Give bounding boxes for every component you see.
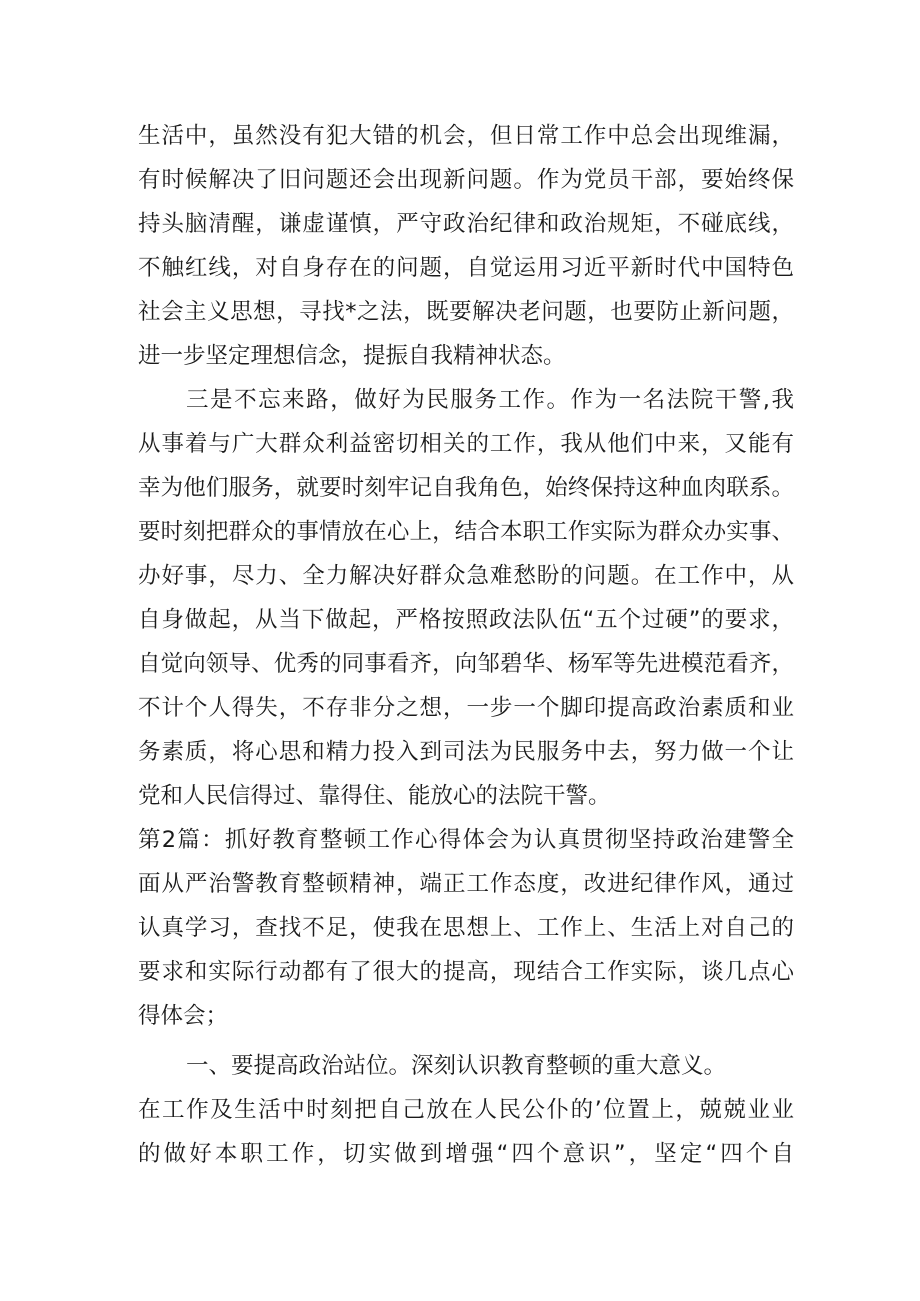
text-line: 务素质，将心思和精力投入到司法为民服务中去，努力做一个让 [138,739,794,765]
text-line: 党和人民信得过、靠得住、能放心的法院干警。 [138,783,611,809]
text-line: 要求和实际行动都有了很大的提高，现结合工作实际，谈几点心 [138,959,794,985]
section-heading-line: 第2篇：抓好教育整顿工作心得体会为认真贯彻坚持政治建警全 [138,827,794,853]
text-line: 的做好本职工作，切实做到增强“四个意识”，坚定“四个自 [138,1141,794,1167]
subheading-line: 一、要提高政治站位。深刻认识教育整顿的重大意义。 [186,1053,727,1079]
text-line: 不计个人得失，不存非分之想，一步一个脚印提高政治素质和业 [138,695,794,721]
text-line: 幸为他们服务，就要时刻牢记自我角色，始终保持这种血肉联系。 [138,475,794,501]
text-line: 自觉向领导、优秀的同事看齐，向邹碧华、杨军等先进模范看齐， [138,651,794,677]
text-line: 持头脑清醒，谦虚谨慎，严守政治纪律和政治规矩，不碰底线， [138,211,794,237]
text-line: 认真学习，查找不足，使我在思想上、工作上、生活上对自己的 [138,915,794,941]
text-line: 得体会； [138,1003,229,1029]
paragraph-start-line: 三是不忘来路，做好为民服务工作。作为一名法院干警,我 [186,387,794,413]
text-line: 生活中，虽然没有犯大错的机会，但日常工作中总会出现维漏， [138,123,794,149]
text-line: 面从严治警教育整顿精神，端正工作态度，改进纪律作风，通过 [138,871,794,897]
text-line: 在工作及生活中时刻把自己放在人民公仆的’位置上，兢兢业业 [138,1097,794,1123]
text-line: 进一步坚定理想信念，提振自我精神状态。 [138,343,566,369]
text-line: 要时刻把群众的事情放在心上，结合本职工作实际为群众办实事、 [138,519,794,545]
text-line: 自身做起，从当下做起，严格按照政法队伍“五个过硬”的要求， [138,607,794,633]
text-line: 社会主义思想，寻找*之法，既要解决老问题，也要防止新问题， [138,299,794,325]
text-line: 从事着与广大群众利益密切相关的工作，我从他们中来，又能有 [138,431,794,457]
text-line: 有时候解决了旧问题还会出现新问题。作为党员干部，要始终保 [138,167,794,193]
text-line: 不触红线，对自身存在的问题，自觉运用习近平新时代中国特色 [138,255,794,281]
text-line: 办好事，尽力、全力解决好群众急难愁盼的问题。在工作中，从 [138,563,794,589]
